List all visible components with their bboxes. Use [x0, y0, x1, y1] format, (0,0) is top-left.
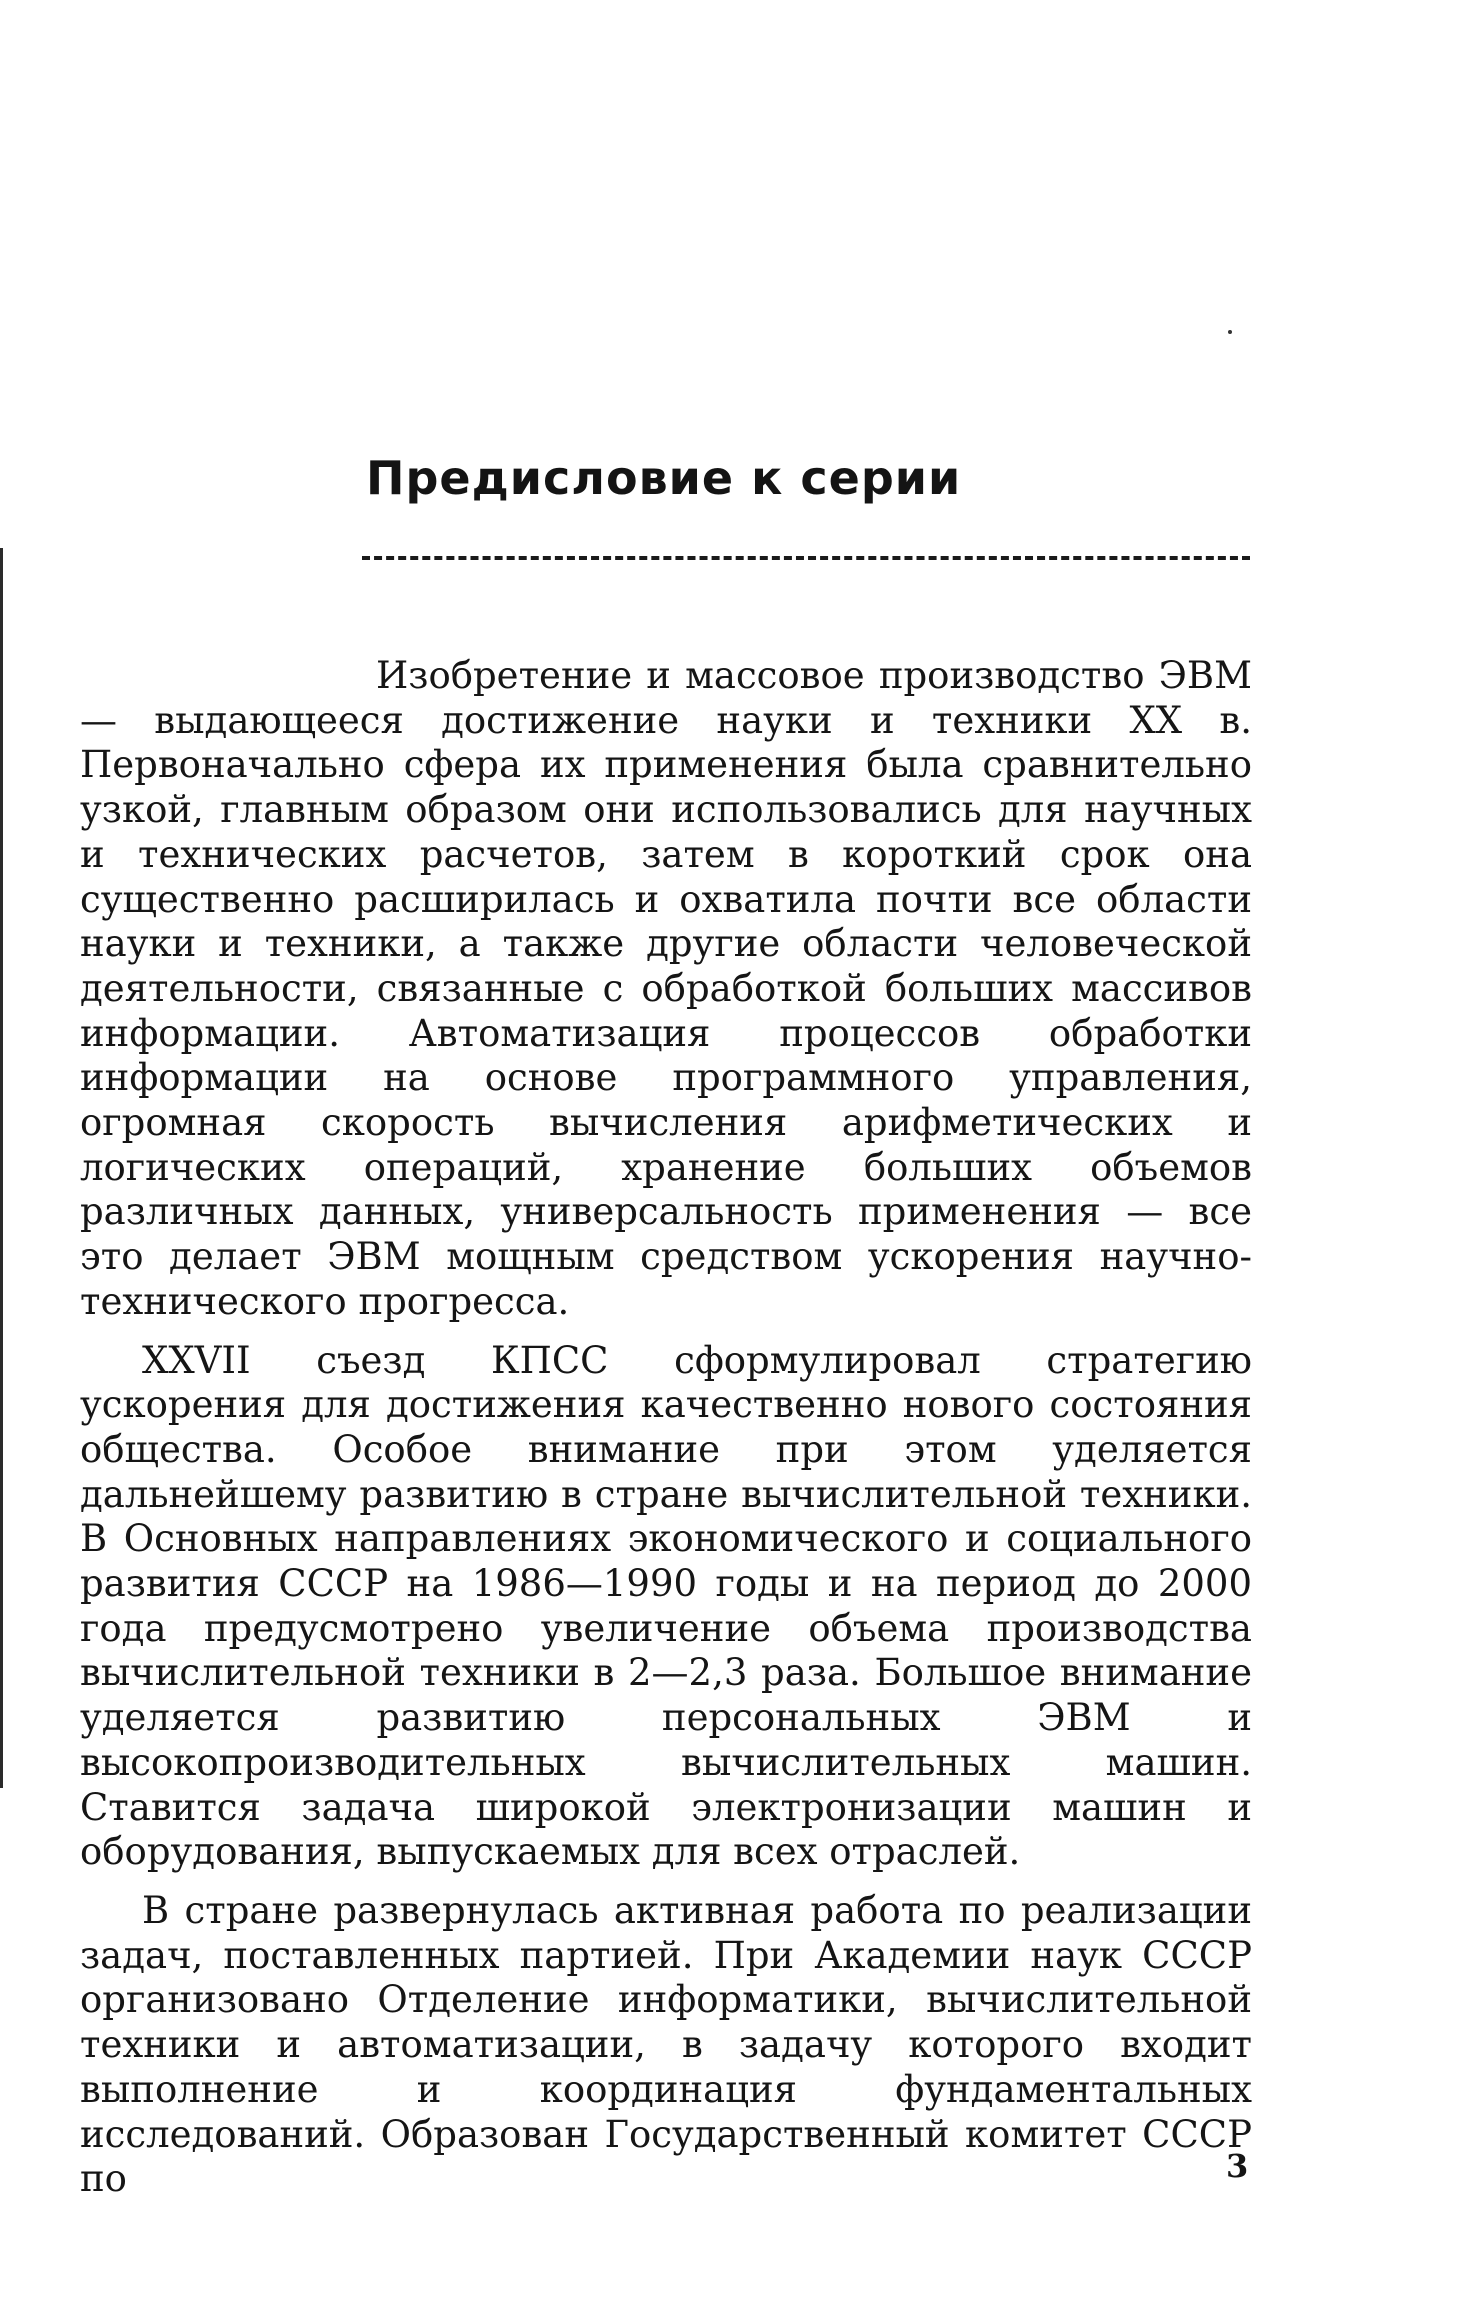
scan-speck	[1228, 330, 1232, 334]
body-text	[80, 654, 1252, 2202]
scan-edge-line	[0, 548, 3, 1788]
paragraph: В стране развернулась активная работа по реализации задач, поставленных партией. При Академии наук СССР организовано Отделение информатики, вычислительной техники и автоматизации, в задачу которого входит выполнение и координация фундаментальных исследований. Образован Государственный комитет СССР по	[80, 1888, 1252, 2201]
heading-dashed-rule	[362, 556, 1250, 560]
paragraph: Изобретение и массовое производство ЭВМ — выдающееся достижение науки и техники XX в. Первоначально сфера их применения была сравнительно узкой, главным образом они использовались для научных и технических расчетов, затем в короткий срок она существенно расширилась и охватила почти все области науки и техники, а также другие области человеческой деятельности, связанные с обработкой больших массивов информации. Автоматизация процессов обработки информации на основе программного управления, огромная скорость вычисления арифметических и логических операций, хранение больших объемов различных данных, универсальность применения — все это делает ЭВМ мощным средством ускорения научно-технического прогресса.	[80, 654, 1252, 1323]
page-number: 3	[1226, 2147, 1249, 2185]
paragraph: XXVII съезд КПСС сформулировал стратегию ускорения для достижения качественно нового состояния общества. Особое внимание при этом уделяется дальнейшему развитию в стране вычислительной техники. В Основных направлениях экономического и социального развития СССР на 1986—1990 годы и на период до 2000 года предусмотрено увеличение объема производства вычислительной техники в 2—2,3 раза. Большое внимание уделяется развитию персональных ЭВМ и высокопроизводительных вычислительных машин. Ставится задача широкой электронизации машин и оборудования, выпускаемых для всех отраслей.	[80, 1338, 1252, 1874]
page-title: Предисловие к серии	[366, 451, 962, 505]
